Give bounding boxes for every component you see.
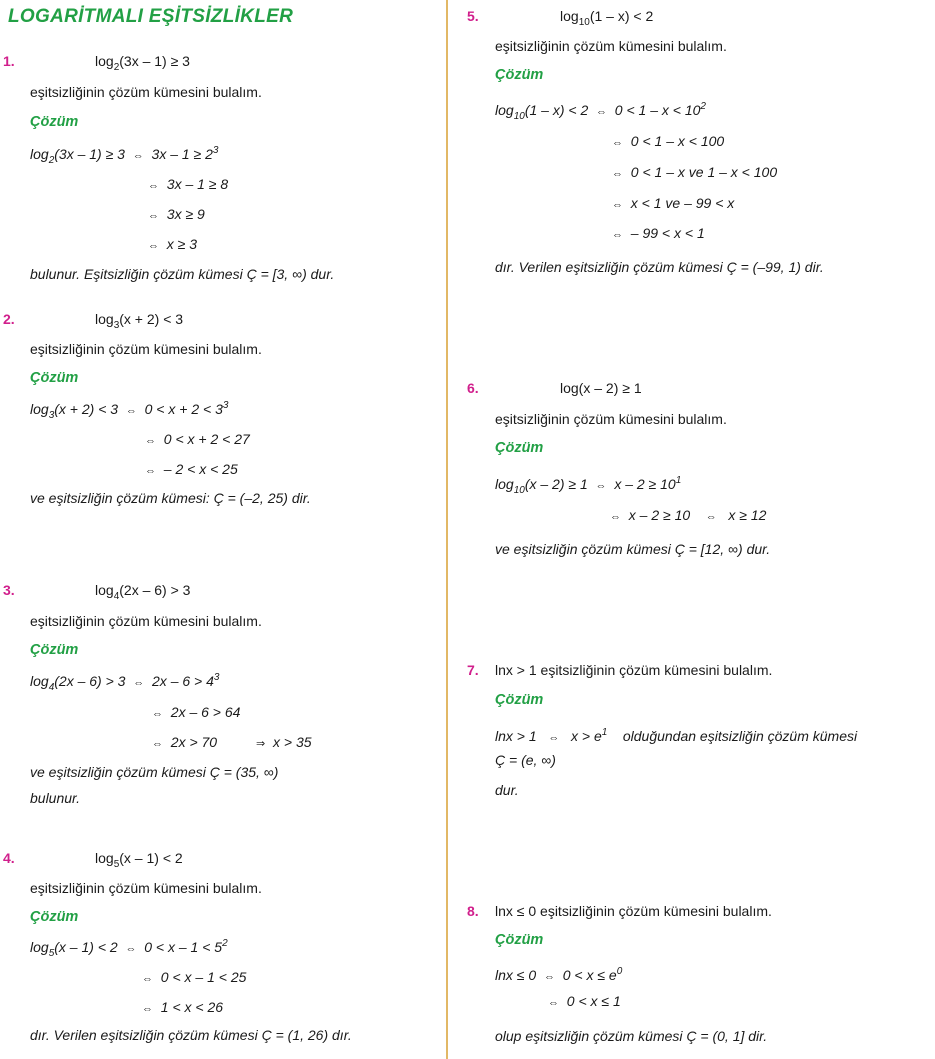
solution-step: ⇔ x – 2 ≥ 10 ⇔ x ≥ 12 xyxy=(610,507,767,523)
cozum-heading: Çözüm xyxy=(495,692,544,708)
page-title: LOGARİTMALI EŞİTSİZLİKLER xyxy=(8,6,294,27)
solution-step: ⇔ 2x > 70 xyxy=(152,734,218,750)
problem-prompt: eşitsizliğinin çözüm kümesini bulalım. xyxy=(30,84,262,100)
solution-step: ⇒ x > 35 xyxy=(256,734,312,750)
solution-line: lnx > 1 ⇔ $x > e^1$ olduğundan eşitsizliğin çözüm kümesi xyxy=(495,727,858,744)
problem-prompt: eşitsizliğinin çözüm kümesini bulalım. xyxy=(495,38,727,54)
conclusion: bulunur. Eşitsizliğin çözüm kümesi Ç = [3, ∞) dur. xyxy=(30,266,335,282)
conclusion: ve eşitsizliğin çözüm kümesi Ç = (35, ∞) xyxy=(30,764,279,780)
solution-step: ⇔ – 2 < x < 25 xyxy=(145,461,238,477)
problem-statement: lnx > 1 eşitsizliğinin çözüm kümesini bulalım. xyxy=(495,662,773,678)
solution-line: $\log_3(x + 2) < 3$ ⇔ $0 < x + 2 < 3^3$ xyxy=(30,400,229,421)
conclusion: dır. Verilen eşitsizliğin çözüm kümesi Ç = (–99, 1) dir. xyxy=(495,259,824,275)
solution-line: $\log_5(x - 1) < 2$ ⇔ $0 < x - 1 < 5^2$ xyxy=(30,938,228,959)
problem-statement: $\log_2(3x - 1) \ge 3$ xyxy=(95,53,190,73)
problem-statement: $\log_4(2x - 6) > 3$ xyxy=(95,582,191,602)
problem-number: 2. xyxy=(3,311,15,327)
problem-number: 7. xyxy=(467,662,479,678)
problem-number: 6. xyxy=(467,380,479,396)
cozum-heading: Çözüm xyxy=(30,909,79,925)
cozum-heading: Çözüm xyxy=(495,932,544,948)
problem-prompt: eşitsizliğinin çözüm kümesini bulalım. xyxy=(495,411,727,427)
solution-line: $\log_{10}(1 - x) < 2$ ⇔ $0 < 1 - x < 10^2$ xyxy=(495,101,706,122)
conclusion: ve eşitsizliğin çözüm kümesi: Ç = (–2, 25) dir. xyxy=(30,490,311,506)
problem-number: 8. xyxy=(467,903,479,919)
solution-result: Ç = (e, ∞) xyxy=(495,752,556,768)
problem-statement: $\log_3(x + 2) < 3$ xyxy=(95,311,184,331)
cozum-heading: Çözüm xyxy=(30,114,79,130)
cozum-heading: Çözüm xyxy=(30,642,79,658)
solution-step: ⇔ x < 1 ve – 99 < x xyxy=(612,195,735,211)
solution-step: ⇔ 3x – 1 ≥ 8 xyxy=(148,176,229,192)
problem-number: 3. xyxy=(3,582,15,598)
conclusion: ve eşitsizliğin çözüm kümesi Ç = [12, ∞) dur. xyxy=(495,541,771,557)
problem-prompt: eşitsizliğinin çözüm kümesini bulalım. xyxy=(30,341,262,357)
cozum-heading: Çözüm xyxy=(495,67,544,83)
problem-number: 1. xyxy=(3,53,15,69)
problem-number: 4. xyxy=(3,850,15,866)
problem-statement: log(x – 2) ≥ 1 xyxy=(560,380,642,396)
solution-step: ⇔ 2x – 6 > 64 xyxy=(152,704,241,720)
problem-prompt: eşitsizliğinin çözüm kümesini bulalım. xyxy=(30,880,262,896)
problem-number: 5. xyxy=(467,8,479,24)
solution-step: ⇔ – 99 < x < 1 xyxy=(612,225,705,241)
solution-step: ⇔ 0 < x + 2 < 27 xyxy=(145,431,250,447)
solution-step: ⇔ 3x ≥ 9 xyxy=(148,206,205,222)
conclusion: bulunur. xyxy=(30,790,81,806)
solution-step: ⇔ 0 < 1 – x < 100 xyxy=(612,133,725,149)
solution-line: $\log_4(2x - 6) > 3$ ⇔ $2x - 6 > 4^3$ xyxy=(30,672,220,693)
column-divider xyxy=(446,0,448,1059)
problem-statement: lnx ≤ 0 eşitsizliğinin çözüm kümesini bulalım. xyxy=(495,903,772,919)
solution-step: ⇔ 0 < x ≤ 1 xyxy=(548,993,621,1009)
conclusion: dur. xyxy=(495,782,519,798)
solution-step: ⇔ x ≥ 3 xyxy=(148,236,198,252)
solution-step: ⇔ 0 < 1 – x ve 1 – x < 100 xyxy=(612,164,778,180)
conclusion: dır. Verilen eşitsizliğin çözüm kümesi Ç = (1, 26) dır. xyxy=(30,1027,352,1043)
cozum-heading: Çözüm xyxy=(30,370,79,386)
solution-line: $\log_{10}(x - 2) \ge 1$ ⇔ $x - 2 \ge 10^1$ xyxy=(495,475,682,496)
problem-prompt: eşitsizliğinin çözüm kümesini bulalım. xyxy=(30,613,262,629)
solution-step: ⇔ 1 < x < 26 xyxy=(142,999,224,1015)
solution-step: ⇔ 0 < x – 1 < 25 xyxy=(142,969,247,985)
problem-statement: $\log_{10}(1 - x) < 2$ xyxy=(560,8,654,28)
solution-line: $\log_2(3x - 1) \ge 3$ ⇔ $3x - 1 \ge 2^3$ xyxy=(30,145,219,166)
solution-line: lnx ≤ 0 ⇔ $0 < x \le e^0$ xyxy=(495,966,623,983)
conclusion: olup eşitsizliğin çözüm kümesi Ç = (0, 1] dir. xyxy=(495,1028,768,1044)
problem-statement: $\log_5(x - 1) < 2$ xyxy=(95,850,183,870)
cozum-heading: Çözüm xyxy=(495,440,544,456)
